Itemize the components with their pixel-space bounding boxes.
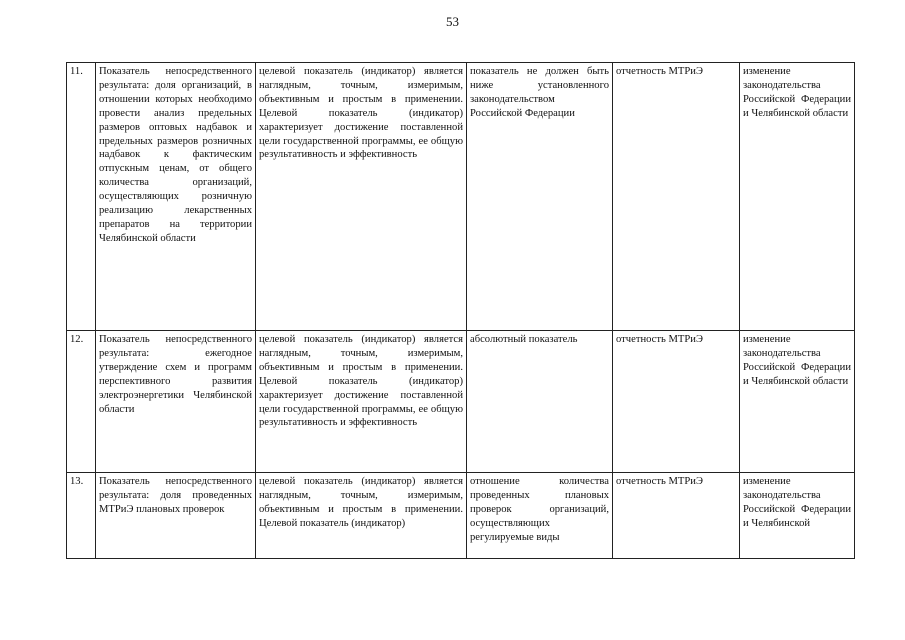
row-number: 12.	[67, 331, 96, 473]
calculation-method-cell: отношение количества проведенных плановых проверок организаций, осуществляющих регулируемые виды	[467, 473, 613, 559]
data-source-cell: отчетность МТРиЭ	[613, 331, 740, 473]
table-row	[67, 473, 855, 559]
change-reason-cell: изменение законодательства Российской Федерации и Челябинской области	[740, 63, 855, 331]
indicator-description-cell: целевой показатель (индикатор) является наглядным, точным, измеримым, объективным и простым в применении. Целевой показатель (индикатор) характеризует достижение поставленной цели государственной программы, ее общую результативность и эффективность	[256, 63, 467, 331]
table-row	[67, 63, 855, 331]
row-number: 13.	[67, 473, 96, 559]
indicator-name-cell: Показатель непосредственного результата: доля организаций, в отношении которых необходимо провести анализ предельных размеров оптовых надбавок и предельных размеров розничных надбавок к фактическим отпускным ценам, от общего количества организаций, осуществляющих розничную реализацию лекарственных препаратов на территории Челябинской области	[96, 63, 256, 331]
indicators-table	[66, 62, 855, 559]
data-source-cell: отчетность МТРиЭ	[613, 63, 740, 331]
indicator-description-cell: целевой показатель (индикатор) является наглядным, точным, измеримым, объективным и простым в применении. Целевой показатель (индикатор) характеризует достижение поставленной цели государственной программы, ее общую результативность и эффективность	[256, 331, 467, 473]
change-reason-cell: изменение законодательства Российской Федерации и Челябинской	[740, 473, 855, 559]
data-source-cell: отчетность МТРиЭ	[613, 473, 740, 559]
row-number: 11.	[67, 63, 96, 331]
indicator-name-cell: Показатель непосредственного результата: доля проведенных МТРиЭ плановых проверок	[96, 473, 256, 559]
page-number: 53	[446, 14, 459, 29]
indicator-description-cell: целевой показатель (индикатор) является наглядным, точным, измеримым, объективным и простым в применении. Целевой показатель (индикатор)	[256, 473, 467, 559]
calculation-method-cell: показатель не должен быть ниже установленного законодательством Российской Федерации	[467, 63, 613, 331]
calculation-method-cell: абсолютный показатель	[467, 331, 613, 473]
indicator-name-cell: Показатель непосредственного результата: ежегодное утверждение схем и программ перспективного развития электроэнергетики Челябинской области	[96, 331, 256, 473]
table-row	[67, 331, 855, 473]
change-reason-cell: изменение законодательства Российской Федерации и Челябинской области	[740, 331, 855, 473]
